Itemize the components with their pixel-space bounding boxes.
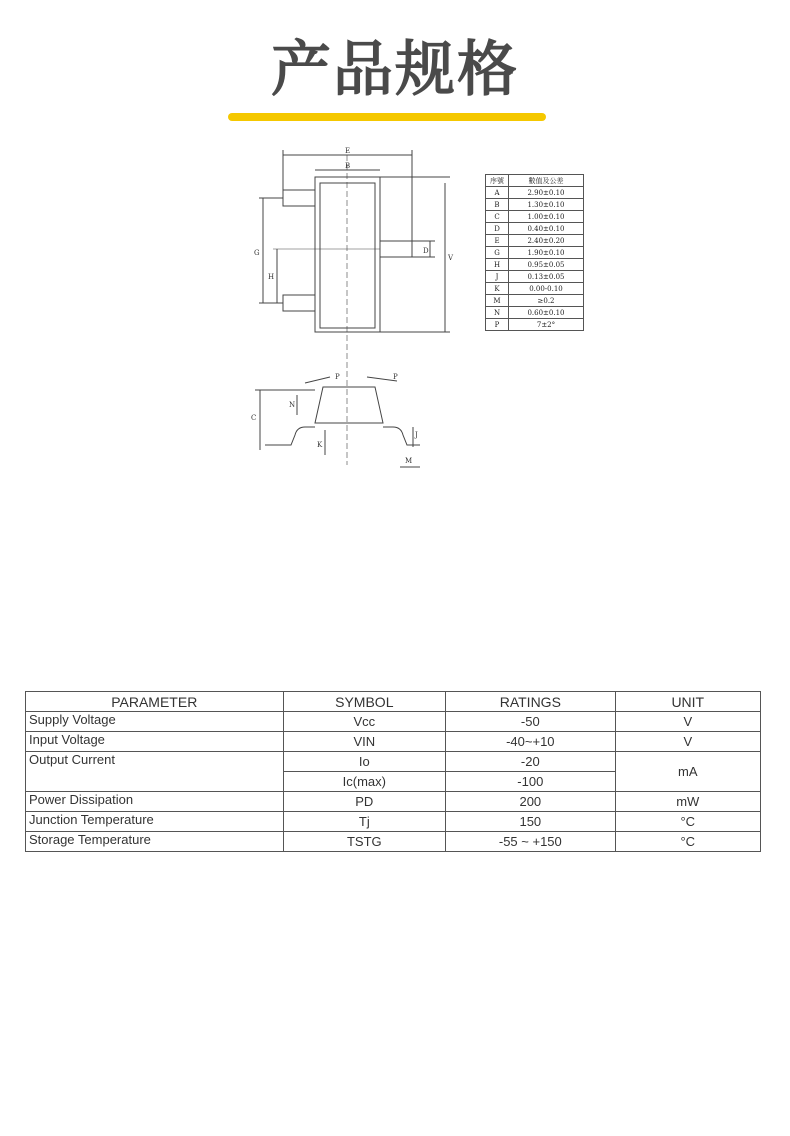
param-cell: Supply Voltage (26, 712, 284, 732)
rating-cell: 150 (446, 812, 615, 832)
dim-key: G (486, 247, 509, 259)
rating-cell: 200 (446, 792, 615, 812)
header-unit: UNIT (615, 692, 760, 712)
dim-value: 0.95±0.05 (509, 259, 584, 271)
dim-value: ≥0.2 (509, 295, 584, 307)
table-row (486, 295, 584, 307)
lead-right (380, 241, 412, 257)
symbol-cell: Vcc (283, 712, 446, 732)
dimension-tolerance-table (485, 174, 584, 331)
package-body-inner (320, 183, 375, 328)
dim-key: K (486, 283, 509, 295)
title-underline (228, 113, 546, 121)
side-lead-left (265, 427, 315, 445)
dim-value: 0.40±0.10 (509, 223, 584, 235)
dim-key: M (486, 295, 509, 307)
dim-value: 2.90±0.10 (509, 187, 584, 199)
dim-header-index: 序號 (486, 175, 509, 187)
dim-value: 1.00±0.10 (509, 211, 584, 223)
dim-label-b: B (345, 162, 351, 170)
table-row (26, 752, 761, 772)
dim-key: E (486, 235, 509, 247)
rating-cell: -40~+10 (446, 732, 615, 752)
header-parameter: PARAMETER (26, 692, 284, 712)
dim-label-j: J (415, 431, 418, 439)
table-row (486, 199, 584, 211)
dim-label-d: D (423, 247, 429, 255)
dim-value: 1.30±0.10 (509, 199, 584, 211)
dim-value: 0.13±0.05 (509, 271, 584, 283)
unit-cell: mW (615, 792, 760, 812)
dim-key: P (486, 319, 509, 331)
dim-value: 7±2° (509, 319, 584, 331)
table-row (26, 712, 761, 732)
dim-label-p1: P (335, 373, 340, 381)
table-row (26, 732, 761, 752)
symbol-cell: Io (283, 752, 446, 772)
ratings-table-header (26, 692, 761, 712)
table-row (486, 319, 584, 331)
unit-cell: V (615, 732, 760, 752)
param-cell: Power Dissipation (26, 792, 284, 812)
header-symbol: SYMBOL (283, 692, 446, 712)
package-body-outline (315, 177, 380, 332)
rating-cell: -55 ~ +150 (446, 832, 615, 852)
param-cell: Output Current (26, 752, 284, 792)
dim-label-m: M (405, 457, 413, 465)
page-title: 产品规格 (271, 35, 519, 105)
table-row (486, 247, 584, 259)
table-row (486, 271, 584, 283)
symbol-cell: Tj (283, 812, 446, 832)
dim-key: D (486, 223, 509, 235)
symbol-cell: PD (283, 792, 446, 812)
dim-header-value: 數值及公差 (509, 175, 584, 187)
package-outline-drawing (245, 145, 480, 485)
symbol-cell: VIN (283, 732, 446, 752)
dim-value: 2.40±0.20 (509, 235, 584, 247)
rating-cell: -20 (446, 752, 615, 772)
dim-label-v: V (448, 254, 454, 262)
table-row (486, 211, 584, 223)
table-row (486, 187, 584, 199)
symbol-cell: TSTG (283, 832, 446, 852)
param-cell: Input Voltage (26, 732, 284, 752)
dim-key: J (486, 271, 509, 283)
dim-table-header (486, 175, 584, 187)
param-cell: Storage Temperature (26, 832, 284, 852)
dim-key: H (486, 259, 509, 271)
table-row (26, 832, 761, 852)
dim-label-h: H (268, 273, 275, 281)
dim-key: C (486, 211, 509, 223)
unit-cell: °C (615, 812, 760, 832)
dim-value: 0.00-0.10 (509, 283, 584, 295)
dim-value: 1.90±0.10 (509, 247, 584, 259)
table-row (486, 259, 584, 271)
unit-cell: °C (615, 832, 760, 852)
symbol-cell: Ic(max) (283, 772, 446, 792)
table-row (486, 223, 584, 235)
rating-cell: -50 (446, 712, 615, 732)
dim-label-k: K (317, 441, 323, 449)
table-row (486, 307, 584, 319)
param-cell: Junction Temperature (26, 812, 284, 832)
dim-key: A (486, 187, 509, 199)
table-row (486, 283, 584, 295)
table-row (26, 792, 761, 812)
unit-cell: mA (615, 752, 760, 792)
dim-key: B (486, 199, 509, 211)
dim-label-c: C (251, 414, 257, 422)
table-row (486, 235, 584, 247)
dim-key: N (486, 307, 509, 319)
unit-cell: V (615, 712, 760, 732)
rating-cell: -100 (446, 772, 615, 792)
dim-label-e: E (345, 147, 351, 155)
dim-label-g: G (254, 249, 260, 257)
lead-left-bottom (283, 295, 315, 311)
table-row (26, 812, 761, 832)
dim-label-p2: P (393, 373, 398, 381)
ratings-table (25, 691, 761, 852)
dim-value: 0.60±0.10 (509, 307, 584, 319)
lead-left-top (283, 190, 315, 206)
header-ratings: RATINGS (446, 692, 615, 712)
side-view-body (315, 387, 383, 423)
dim-label-n: N (289, 401, 296, 409)
